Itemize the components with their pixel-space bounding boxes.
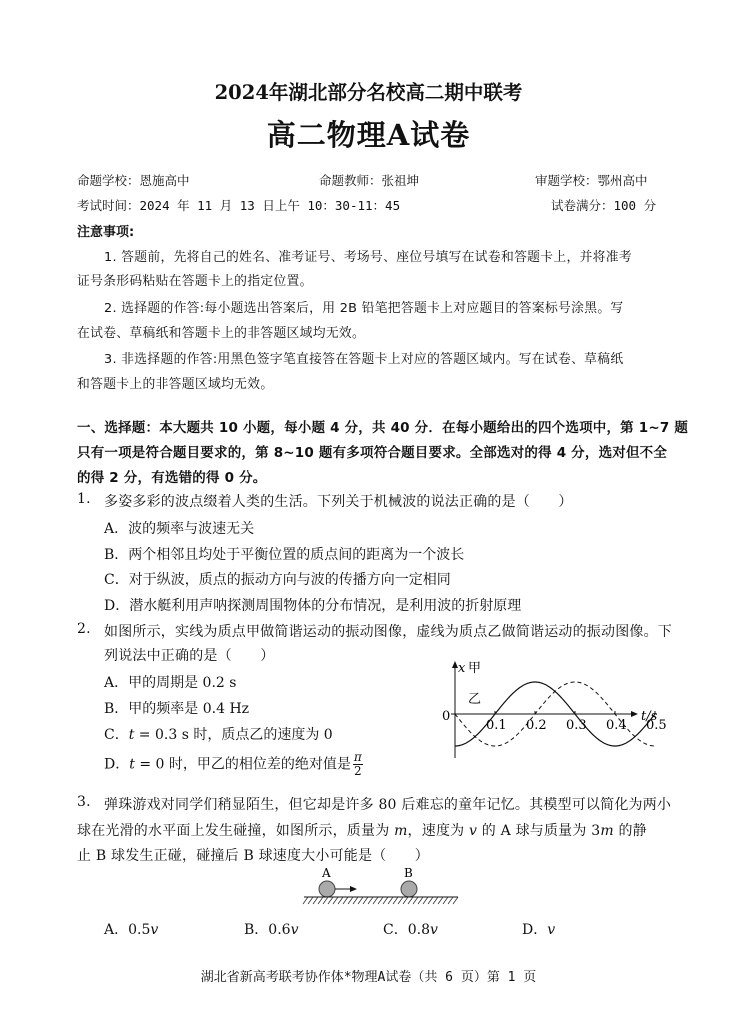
hatch-line xyxy=(388,897,393,904)
x-axis-label: t/s xyxy=(641,709,658,724)
q2-stem-line-2: 列说法中正确的是（ ） xyxy=(104,648,275,664)
q2-option-d: D．t = 0 时，甲乙的相位差的绝对值是 $\frac{\pi}{2}$ xyxy=(104,750,362,778)
section-1-line-2: 只有一项是符合题目要求的，第 8~10 题有多项符合题目要求。全部选对的得 4 分，选对但不全 xyxy=(77,445,668,461)
hatch-line xyxy=(438,897,443,904)
q3-stem-line-3: 止 B 球发生正碰，碰撞后 B 球速度大小可能是（ ） xyxy=(77,848,429,864)
y-axis-label: x xyxy=(458,661,466,676)
page-footer: 湖北省新高考联考协作体*物理A试卷（共 6 页）第 1 页 xyxy=(200,970,537,985)
ball-a xyxy=(319,881,335,897)
hatch-line xyxy=(338,897,343,904)
q3-option-d: D．v xyxy=(522,922,556,938)
hatch-line xyxy=(313,897,318,904)
hatch-line xyxy=(428,897,433,904)
hatch-line xyxy=(323,897,328,904)
notice-item-3: 3. 非选择题的作答:用黑色签字笔直接答在答题卡上对应的答题区域内。写在试卷、草稿纸 xyxy=(104,352,624,367)
exam-title: 2024年湖北部分名校高二期中联考 xyxy=(214,81,523,104)
q2-option-a: A．甲的周期是 0.2 s xyxy=(104,675,237,691)
notice-item-2: 2. 选择题的作答:每小题选出答案后，用 2B 铅笔把答题卡上对应题目的答案标号涂黑。写 xyxy=(104,301,624,316)
notice-item-2-cont: 在试卷、草稿纸和答题卡上的非答题区域均无效。 xyxy=(77,326,366,341)
q2-option-b: B．甲的频率是 0.4 Hz xyxy=(104,701,250,717)
hatch-line xyxy=(408,897,413,904)
q2-number: 2. xyxy=(77,621,91,637)
q2-stem-line-1: 如图所示，实线为质点甲做简谐运动的振动图像，虚线为质点乙做简谐运动的振动图像。下 xyxy=(104,624,672,640)
hatch-line xyxy=(363,897,368,904)
hatch-line xyxy=(358,897,363,904)
hatch-line xyxy=(348,897,353,904)
x-tick-label: 0.1 xyxy=(486,718,507,733)
hatch-line xyxy=(328,897,333,904)
hatch-line xyxy=(403,897,408,904)
hatch-line xyxy=(368,897,373,904)
hatch-line xyxy=(383,897,388,904)
hatch-line xyxy=(303,897,308,904)
notice-item-1-cont: 证号条形码粘贴在答题卡上的指定位置。 xyxy=(77,274,313,289)
q3-stem-line-1: 弹珠游戏对同学们稍显陌生，但它却是许多 80 后难忘的童年记忆。其模型可以简化为两小 xyxy=(104,797,672,813)
hatch-line xyxy=(433,897,438,904)
x-tick-label: 0.2 xyxy=(526,718,547,733)
q3-stem-line-2: 球在光滑的水平面上发生碰撞，如图所示，质量为 m，速度为 v 的 A 球与质量为 3m 的静 xyxy=(77,823,647,839)
hatch-line xyxy=(378,897,383,904)
hatch-line xyxy=(448,897,453,904)
origin-label: 0 xyxy=(442,709,451,724)
hatch-line xyxy=(453,897,458,904)
hatch-line xyxy=(333,897,338,904)
q3-option-c: C．0.8v xyxy=(383,922,438,938)
section-1-line-3: 的得 2 分，有选错的得 0 分。 xyxy=(77,470,267,486)
exam-subtitle: 高二物理A试卷 xyxy=(266,118,471,152)
hatch-line xyxy=(398,897,403,904)
q3-number: 3. xyxy=(77,794,91,810)
ball-a-label: A xyxy=(322,866,331,880)
meta-time: 考试时间：2024 年 11 月 13 日上午 10：30-11：45 xyxy=(77,198,401,213)
q3-option-b: B．0.6v xyxy=(244,922,299,938)
q3-option-a: A．0.5v xyxy=(104,922,159,938)
ground-hatching xyxy=(303,897,458,904)
notice-item-3-cont: 和答题卡上的非答题区域均无效。 xyxy=(77,377,274,392)
q1-number: 1. xyxy=(77,491,91,507)
hatch-line xyxy=(423,897,428,904)
x-tick-label: 0.4 xyxy=(606,718,627,733)
x-tick-label: 0.3 xyxy=(566,718,587,733)
q2-vibration-graph xyxy=(405,658,670,763)
q1-option-c: C．对于纵波，质点的振动方向与波的传播方向一定相同 xyxy=(104,572,451,588)
meta-score: 试卷满分：100 分 xyxy=(551,198,657,213)
hatch-line xyxy=(418,897,423,904)
hatch-line xyxy=(343,897,348,904)
q2-option-c: C．t = 0.3 s 时，质点乙的速度为 0 xyxy=(104,727,333,743)
meta-teacher: 命题教师：张祖坤 xyxy=(319,173,420,188)
pi-over-2-fraction: $\frac{\pi}{2}$ xyxy=(353,750,362,778)
q1-option-d: D．潜水艇利用声呐探测周围物体的分布情况，是利用波的折射原理 xyxy=(104,598,522,614)
q1-option-a: A．波的频率与波速无关 xyxy=(104,521,255,537)
ball-b-label: B xyxy=(404,866,413,880)
q3-collision-figure xyxy=(300,865,460,911)
hatch-line xyxy=(353,897,358,904)
notice-item-1: 1. 答题前，先将自己的姓名、准考证号、考场号、座位号填写在试卷和答题卡上，并将准考 xyxy=(104,250,632,265)
q1-stem: 多姿多彩的波点缀着人类的生活。下列关于机械波的说法正确的是（ ） xyxy=(104,494,573,510)
hatch-line xyxy=(308,897,313,904)
label-jia: 甲 xyxy=(468,661,482,676)
hatch-line xyxy=(443,897,448,904)
hatch-line xyxy=(413,897,418,904)
hatch-line xyxy=(393,897,398,904)
meta-reviewer: 审题学校：鄂州高中 xyxy=(535,173,648,188)
ball-b xyxy=(401,881,417,897)
hatch-line xyxy=(373,897,378,904)
label-yi: 乙 xyxy=(468,692,482,707)
section-1-line-1: 一、选择题：本大题共 10 小题，每小题 4 分，共 40 分．在每小题给出的四个选项中，第 1~7 题 xyxy=(77,420,689,436)
meta-school: 命题学校：恩施高中 xyxy=(77,173,190,188)
x-tick-label: 0.5 xyxy=(646,718,667,733)
hatch-line xyxy=(318,897,323,904)
q1-option-b: B．两个相邻且均处于平衡位置的质点间的距离为一个波长 xyxy=(104,547,465,563)
notice-heading: 注意事项: xyxy=(77,225,135,240)
